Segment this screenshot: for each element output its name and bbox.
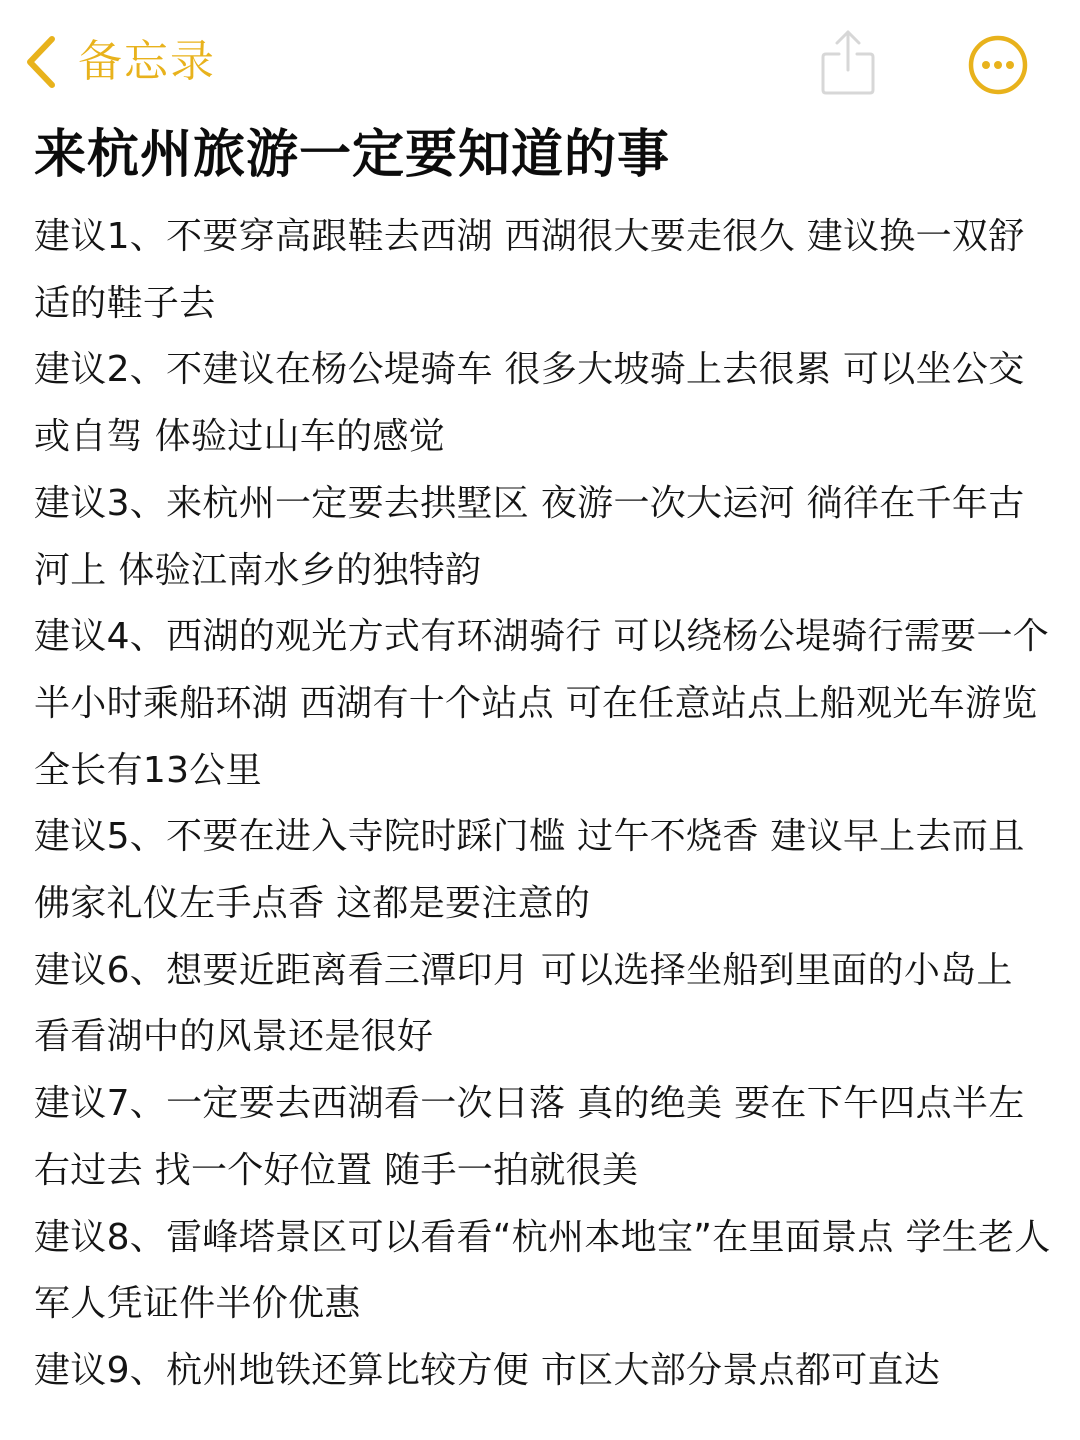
back-button[interactable] [24, 30, 216, 94]
note-paragraph: 建议6、想要近距离看三潭印月 可以选择坐船到里面的小岛上 看看湖中的风景还是很好 [34, 949, 1013, 1058]
navigation-bar [0, 0, 1080, 118]
note-paragraph: 建议5、不要在进入寺院时踩门槛 过午不烧香 建议早上去而且佛家礼仪左手点香 这都是要注意的 [34, 816, 1025, 925]
note-title: 来杭州旅游一定要知道的事 [34, 125, 671, 185]
note-paragraph: 建议8、雷峰塔景区可以看看“杭州本地宝”在里面景点 学生老人军人凭证件半价优惠 [34, 1216, 1051, 1325]
chevron-left-icon [24, 34, 58, 90]
back-button-label: 备忘录 [78, 36, 216, 87]
more-options-button[interactable] [966, 33, 1030, 97]
note-paragraph: 建议1、不要穿高跟鞋去西湖 西湖很大要走很久 建议换一双舒适的鞋子去 [34, 216, 1025, 324]
note-body[interactable] [34, 204, 1059, 1405]
note-paragraph: 建议3、来杭州一定要去拱墅区 夜游一次大运河 徜徉在千年古河上 体验江南水乡的独特韵 [34, 482, 1025, 591]
note-paragraph: 建议7、一定要去西湖看一次日落 真的绝美 要在下午四点半左右过去 找一个好位置 随手一拍就很美 [34, 1083, 1025, 1191]
note-paragraph: 建议4、西湖的观光方式有环湖骑行 可以绕杨公堤骑行需要一个半小时乘船环湖 西湖有十个站点 可在任意站点上船观光车游览全长有13公里 [34, 616, 1050, 791]
note-paragraph: 建议9、杭州地铁还算比较方便 市区大部分景点都可直达 [34, 1349, 941, 1391]
share-button[interactable] [818, 26, 878, 98]
share-icon [818, 83, 878, 102]
note-paragraph: 建议2、不建议在杨公堤骑车 很多大坡骑上去很累 可以坐公交或自驾 体验过山车的感觉 [34, 349, 1025, 458]
more-icon [966, 82, 1030, 101]
